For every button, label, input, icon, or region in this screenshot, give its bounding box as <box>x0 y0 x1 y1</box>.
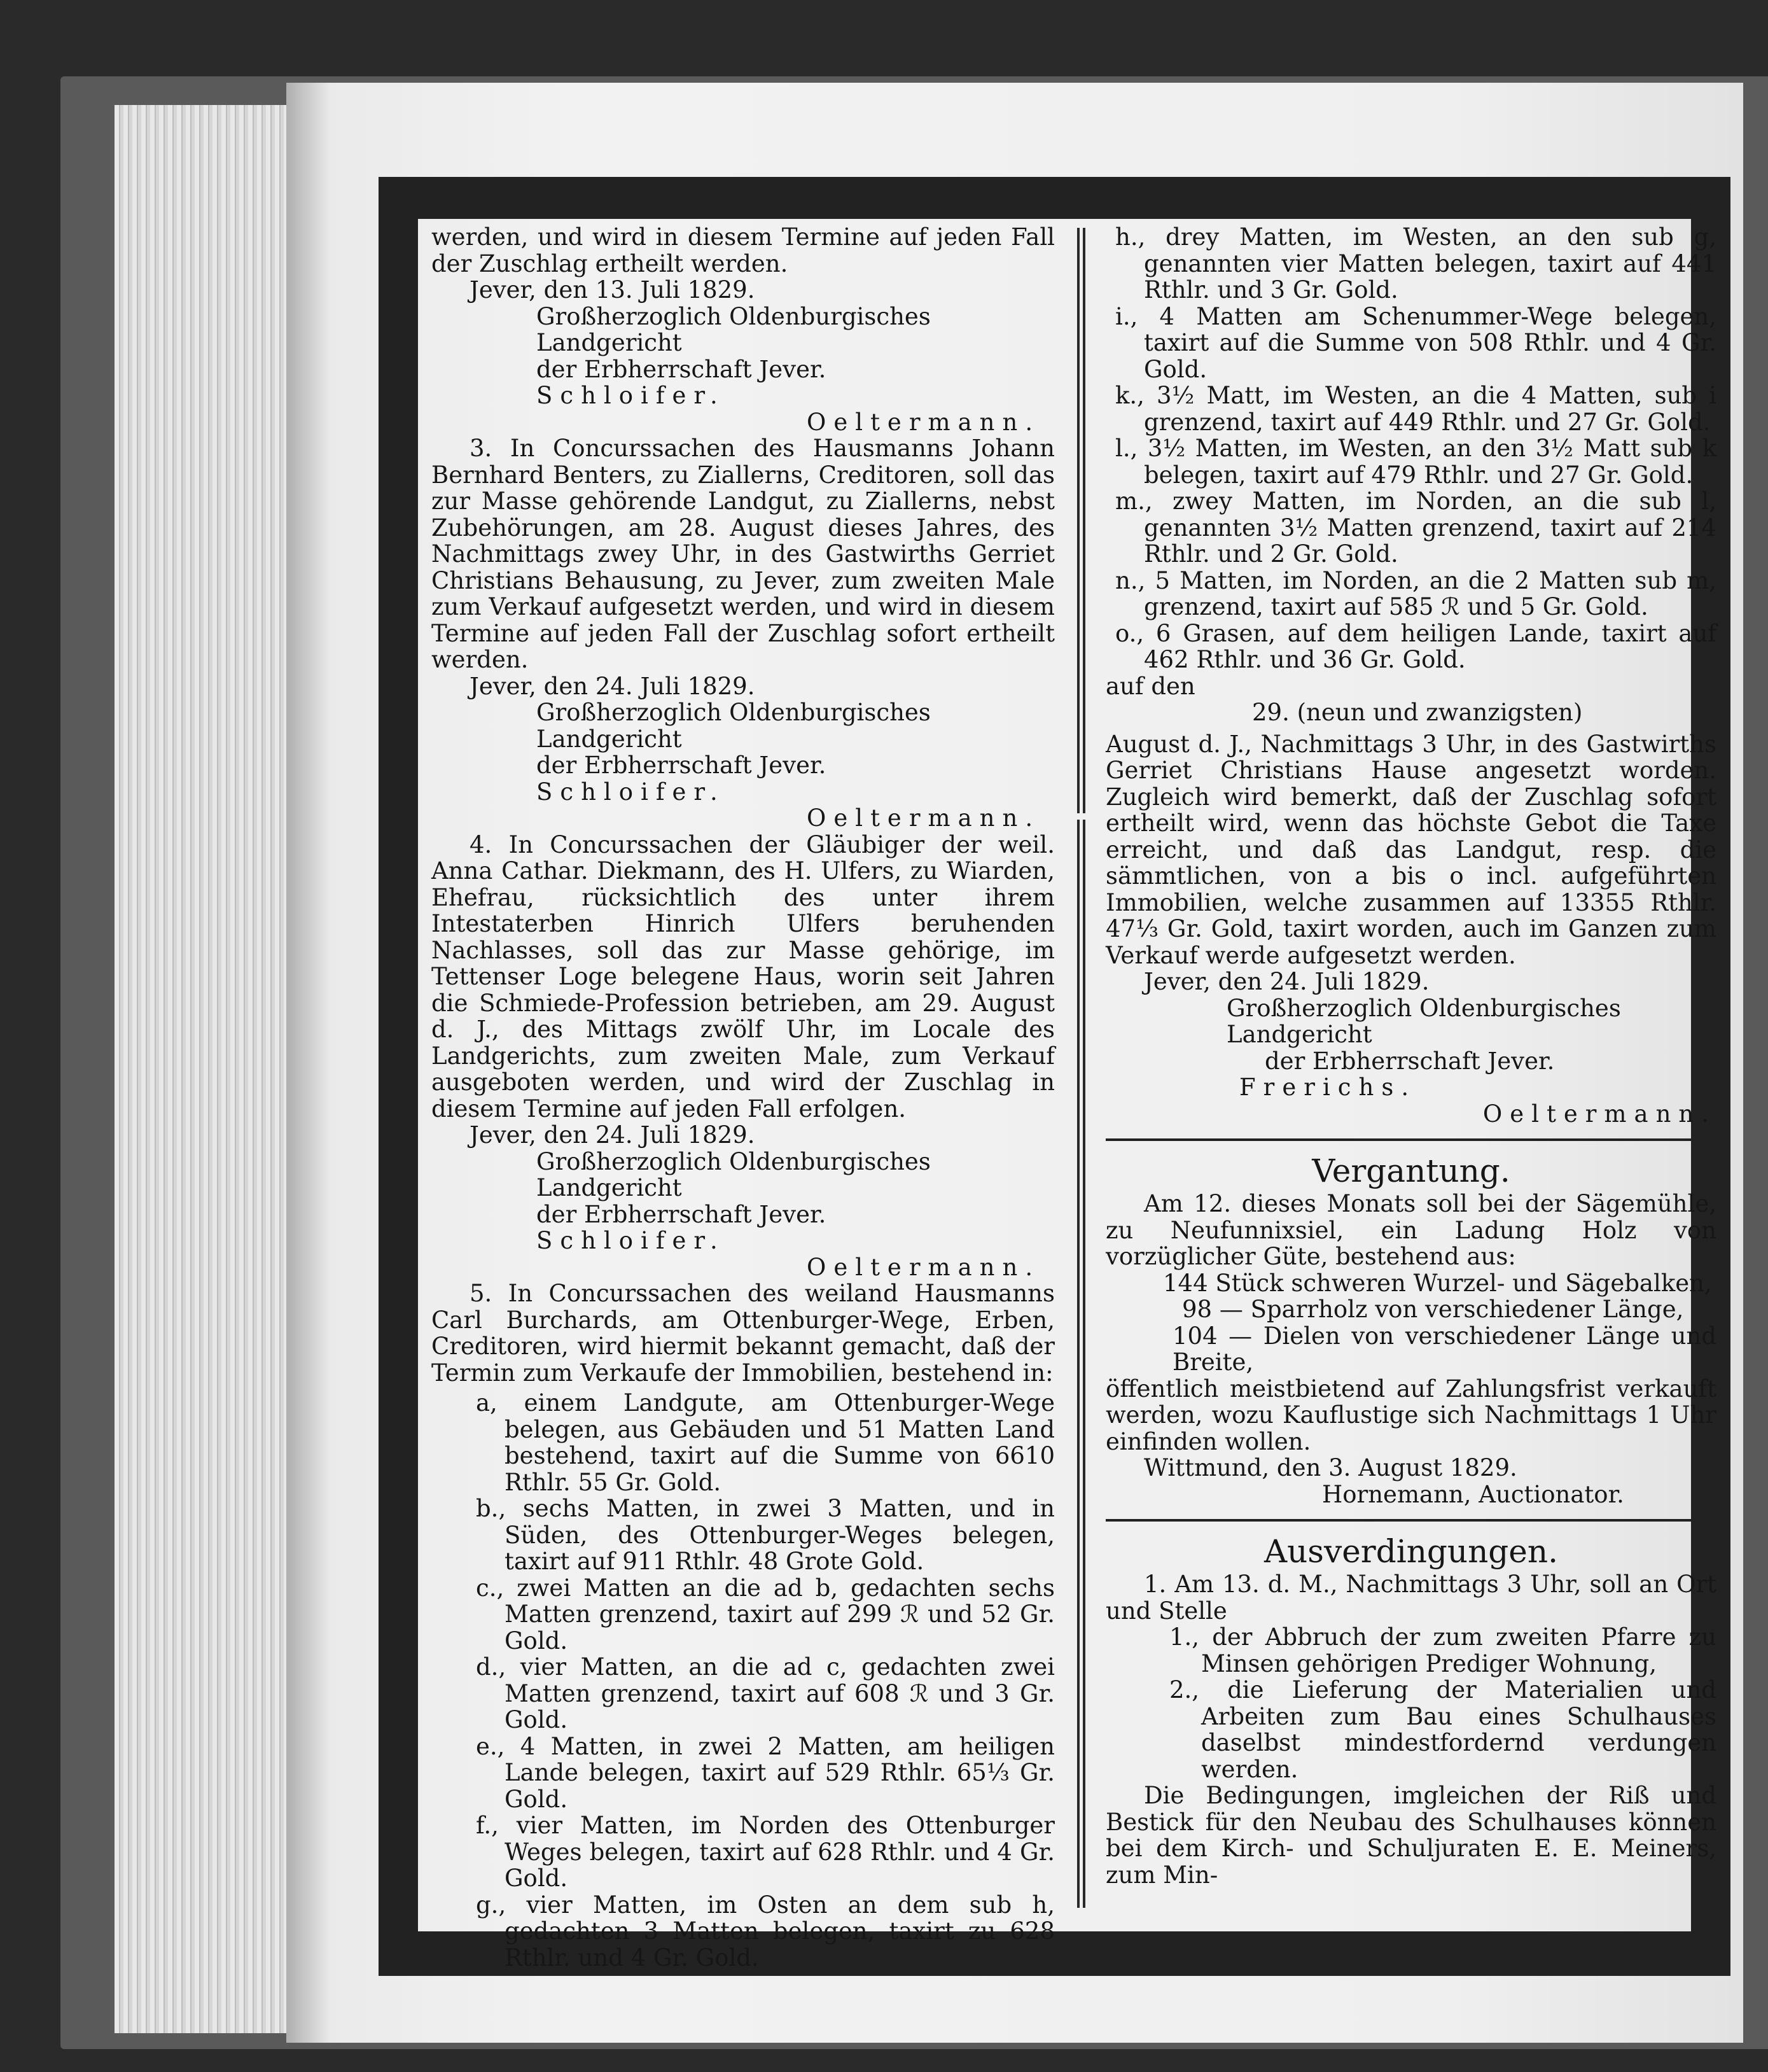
list-item: 98 — Sparrholz von verschiedener Länge, <box>1182 1296 1684 1323</box>
page-edges <box>115 105 299 2033</box>
signature: Oeltermann. <box>807 408 1041 436</box>
paragraph-text: werden, und wird in diesem Termine auf jeden Fall der Zuschlag ertheilt werden. <box>431 223 1055 277</box>
left-column <box>431 224 1055 1971</box>
column-divider <box>1083 820 1085 1908</box>
column-divider <box>1077 820 1080 1908</box>
property-item: h., drey Matten, im Westen, an den sub g, genannten vier Matten belegen, taxirt auf 441 Rthlr. und 3 Gr. Gold. <box>1115 223 1716 304</box>
signature: Hornemann, Auctionator. <box>1322 1480 1624 1508</box>
section-rule <box>1106 1138 1716 1141</box>
property-item: i., 4 Matten am Schenummer-Wege belegen, taxirt auf die Summe von 508 Rthlr. und 4 Gr. Gold. <box>1115 302 1716 383</box>
court-name: Großherzoglich Oldenburgisches Landgericht <box>536 699 931 753</box>
term-date: 29. (neun und zwanzigsten) <box>1252 699 1583 726</box>
date-line: Wittmund, den 3. August 1829. <box>1144 1454 1517 1481</box>
signature: Oeltermann. <box>807 804 1041 832</box>
border-top <box>379 177 1730 219</box>
column-divider <box>1083 228 1085 813</box>
signature: Schloifer. <box>536 778 725 806</box>
signature: Schloifer. <box>536 1227 725 1254</box>
continuation-paragraph: August d. J., Nachmittags 3 Uhr, in des Gastwirths Gerriet Christians Hause angesetzt worden. Zugleich wird bemerkt, daß der Zuschlag sofort ertheilt wird, wenn das höchste Gebot die Taxe erreicht, und daß das Landgut, resp. die sämmtlichen, von a bis o incl. aufgeführten Immobilien, welche zusammen auf 13355 Rthlr. 47⅓ Gr. Gold, taxirt worden, auch im Ganzen zum Verkauf werde aufgesetzt werden. <box>1106 730 1716 969</box>
signature: Oeltermann. <box>1482 1100 1716 1128</box>
property-item: l., 3½ Matten, im Westen, an den 3½ Matt sub k belegen, taxirt auf 479 Rthlr. und 27 Gr. Gold. <box>1115 435 1716 489</box>
signature: Oeltermann. <box>807 1253 1041 1281</box>
auf-den-line: auf den <box>1106 672 1195 700</box>
signature: Frerichs. <box>1239 1074 1417 1101</box>
section-heading: Ausverdingungen. <box>1263 1533 1558 1570</box>
section-rule <box>1106 1519 1716 1522</box>
notice-paragraph: öffentlich meistbietend auf Zahlungsfrist verkauft werden, wozu Kauflustige sich Nachmittags 1 Uhr einfinden wollen. <box>1106 1375 1716 1455</box>
notice-paragraph: 1. Am 13. d. M., Nachmittags 3 Uhr, soll an Ort und Stelle <box>1106 1571 1716 1625</box>
list-item: 2., die Lieferung der Materialien und Arbeiten zum Bau eines Schulhauses daselbst mindestfordernd verdungen werden. <box>1169 1676 1716 1783</box>
date-line: Jever, den 13. Juli 1829. <box>470 276 755 304</box>
property-item: f., vier Matten, im Norden des Ottenburger Weges belegen, taxirt auf 628 Rthlr. und 4 Gr. Gold. <box>476 1812 1055 1892</box>
property-item: m., zwey Matten, im Norden, an die sub l, genannten 3½ Matten grenzend, taxirt auf 214 Rthlr. und 2 Gr. Gold. <box>1115 487 1716 568</box>
column-divider <box>1077 228 1080 813</box>
list-item: 144 Stück schweren Wurzel- und Sägebalken, <box>1163 1269 1712 1297</box>
property-item: d., vier Matten, an die ad c, gedachten zwei Matten grenzend, taxirt auf 608 ℛ und 3 Gr. Gold. <box>476 1653 1055 1733</box>
signature: Schloifer. <box>536 382 725 409</box>
property-item: e., 4 Matten, in zwei 2 Matten, am heiligen Lande belegen, taxirt auf 529 Rthlr. 65⅓ Gr. Gold. <box>476 1732 1055 1813</box>
court-name: Großherzoglich Oldenburgisches Landgericht <box>536 1147 931 1201</box>
notice-paragraph: Am 12. dieses Monats soll bei der Sägemühle, zu Neufunnixsiel, ein Ladung Holz von vorzüglicher Güte, bestehend aus: <box>1106 1190 1716 1270</box>
property-item: o., 6 Grasen, auf dem heiligen Lande, taxirt auf 462 Rthlr. und 36 Gr. Gold. <box>1115 619 1716 673</box>
court-name: der Erbherrschaft Jever. <box>1265 1047 1555 1075</box>
property-item: g., vier Matten, im Osten an dem sub h, gedachten 3 Matten belegen, taxirt zu 628 Rthlr. und 4 Gr. Gold. <box>476 1891 1055 1971</box>
property-item: c., zwei Matten an die ad b, gedachten sechs Matten grenzend, taxirt auf 299 ℛ und 52 Gr. Gold. <box>476 1574 1055 1655</box>
property-item: k., 3½ Matt, im Westen, an die 4 Matten, sub i grenzend, taxirt auf 449 Rthlr. und 27 Gr. Gold. <box>1115 382 1716 436</box>
notice-paragraph: 4. In Concurssachen der Gläubiger der weil. Anna Cathar. Diekmann, des H. Ulfers, zu Wiarden, Ehefrau, rücksichtlich des unter ihrem Intestaterben Hinrich Ulfers beruhenden Nachlasses, soll das zur Masse gehörige, im Tettenser Loge belegene Haus, worin seit Jahren die Schmiede-Profession betrieben, am 29. August d. J., des Mittags zwölf Uhr, im Locale des Landgerichts, zum zweiten Male, zum Verkauf ausgeboten werden, und wird der Zuschlag in diesem Termine auf jeden Fall erfolgen. <box>431 830 1055 1123</box>
right-column <box>1106 224 1716 1888</box>
court-name: Großherzoglich Oldenburgisches Landgericht <box>536 302 931 356</box>
date-line: Jever, den 24. Juli 1829. <box>470 1121 755 1149</box>
gutter-shadow <box>286 83 331 2043</box>
court-name: der Erbherrschaft Jever. <box>536 1200 826 1228</box>
list-item: 104 — Dielen von verschiedener Länge und Breite, <box>1173 1322 1716 1376</box>
court-name: Großherzoglich Oldenburgisches Landgericht <box>1227 994 1621 1048</box>
section-heading: Vergantung. <box>1312 1152 1510 1189</box>
list-item: 1., der Abbruch der zum zweiten Pfarre zu Minsen gehörigen Prediger Wohnung, <box>1169 1623 1716 1677</box>
property-item: n., 5 Matten, im Norden, an die 2 Matten sub m, grenzend, taxirt auf 585 ℛ und 5 Gr. Gold. <box>1115 566 1716 620</box>
date-line: Jever, den 24. Juli 1829. <box>470 672 755 700</box>
court-name: der Erbherrschaft Jever. <box>536 355 826 383</box>
border-left <box>379 177 418 1976</box>
court-name: der Erbherrschaft Jever. <box>536 752 826 779</box>
notice-paragraph: 3. In Concurssachen des Hausmanns Johann Bernhard Benters, zu Ziallerns, Creditoren, soll das zur Masse gehörende Landgut, zu Ziallerns, nebst Zubehörungen, am 28. August dieses Jahres, des Nachmittags zwey Uhr, in des Gastwirths Gerriet Christians Behausung, zu Jever, zum zweiten Male zum Verkauf aufgesetzt werden, und wird in diesem Termine auf jeden Fall der Zuschlag sofort ertheilt werden. <box>431 435 1055 673</box>
notice-paragraph: 5. In Concurssachen des weiland Hausmanns Carl Burchards, am Ottenburger-Wege, Erben, Creditoren, wird hiermit bekannt gemacht, daß der Termin zum Verkaufe der Immobilien, bestehend in: <box>431 1280 1055 1387</box>
notice-paragraph: Die Bedingungen, imgleichen der Riß und Bestick für den Neubau des Schulhauses können bei dem Kirch- und Schuljuraten E. E. Meiners, zum Min- <box>1106 1782 1716 1889</box>
property-item: a, einem Landgute, am Ottenburger-Wege belegen, aus Gebäuden und 51 Matten Land bestehend, taxirt auf die Summe von 6610 Rthlr. 55 Gr. Gold. <box>476 1389 1055 1496</box>
date-line: Jever, den 24. Juli 1829. <box>1144 968 1430 995</box>
property-item: b., sechs Matten, in zwei 3 Matten, und in Süden, des Ottenburger-Weges belegen, taxirt auf 911 Rthlr. 48 Grote Gold. <box>476 1495 1055 1575</box>
